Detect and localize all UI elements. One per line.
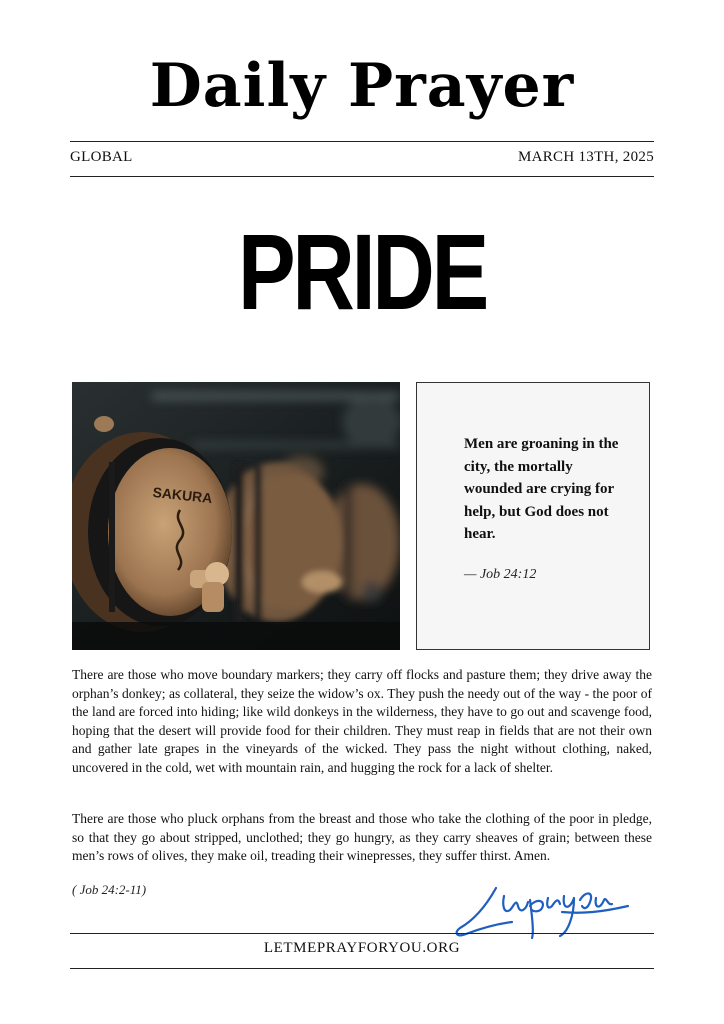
date-label: MARCH 13TH, 2025 — [517, 149, 654, 165]
barrel-label: SAKURA — [151, 483, 214, 507]
body-paragraph-2: There are those who pluck orphans from the breast and those who take the clothing of the poor in pledge, so that they go about stripped, unclothed; they go hungry, as they carry sheaves of grain; between these men’s rows of olives, they make oil, treading their winepresses, they suffer thirst. Amen. — [72, 811, 652, 863]
headline: PRIDE — [237, 211, 487, 332]
meta-bottom-rule — [70, 176, 654, 177]
masthead-title: Daily Prayer — [149, 51, 575, 121]
scripture-quote-box — [416, 382, 650, 650]
footer-bottom-rule — [70, 968, 654, 969]
footer-top-rule — [70, 933, 654, 934]
region-label: GLOBAL — [70, 149, 133, 165]
top-rule — [70, 141, 654, 142]
passage-citation: ( Job 24:2-11) — [72, 882, 147, 897]
scripture-reference: — Job 24:12 — [464, 567, 537, 582]
barrel-photo — [72, 382, 400, 650]
body-paragraph-1: There are those who move boundary markers; they carry off flocks and pasture them; they drive away the orphan’s donkey; as collateral, they seize the widow’s ox. They push the needy out of the way - the poor of the land are forced into hiding; like wild donkeys in the wilderness, they have to go out and scavenge food, hoping that the desert will provide food for their children. They must reap in fields that are not their own and gather late grapes in the vineyards of the wicked. They pass the night without clothing, naked, uncovered in the cold, wet with mountain rain, and hugging the rock for a lack of shelter. — [72, 667, 652, 775]
footer-website[interactable]: LETMEPRAYFORYOU.ORG — [263, 940, 461, 956]
handwritten-signature — [452, 876, 632, 940]
scripture-quote: Men are groaning in the city, the mortally wounded are crying for help, but God does not hear. — [464, 436, 619, 542]
